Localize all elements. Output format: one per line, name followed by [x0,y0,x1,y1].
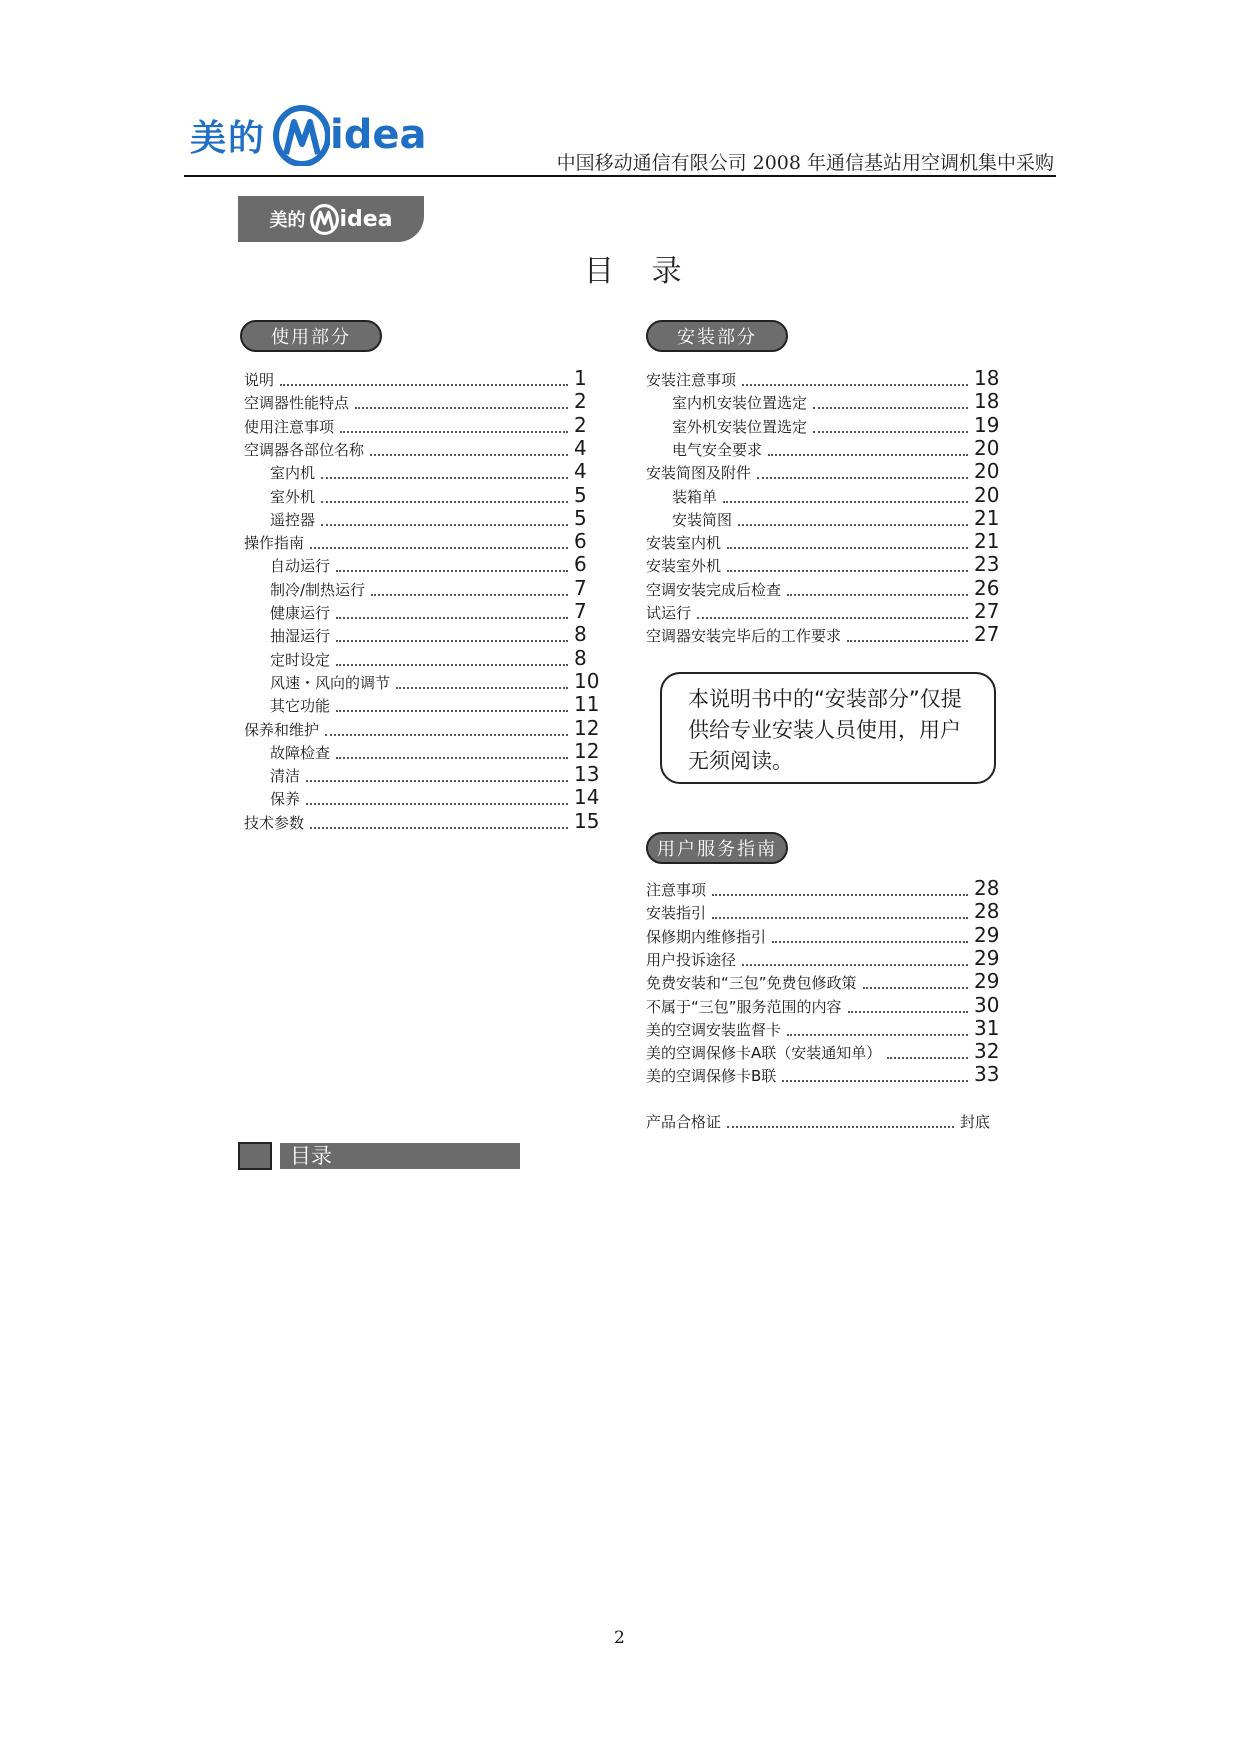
toc-leader-dots [772,941,968,943]
banner-logo-english-text: idea [339,206,393,232]
toc-item-label: 室内机安装位置选定 [672,394,808,413]
toc-item-page: 33 [974,1062,1000,1087]
toc-item-label: 美的空调安装监督卡 [646,1020,782,1039]
header-divider [184,175,1056,177]
toc-item-page: 20 [974,459,1000,484]
toc-leader-dots [336,640,568,642]
toc-row[interactable] [244,531,614,553]
toc-leader-dots [370,454,568,456]
toc-item-label: 美的空调保修卡B联 [646,1067,777,1086]
toc-row[interactable] [244,412,614,437]
toc-row[interactable] [244,715,614,740]
toc-leader-dots [723,501,968,503]
midea-m-swoosh-icon [272,104,330,166]
toc-item-label: 试运行 [646,604,692,622]
toc-item-page: 29 [974,922,1000,947]
toc-leader-dots [863,987,968,989]
toc-row[interactable] [270,738,614,763]
toc-leader-dots [321,477,568,479]
toc-item-label: 空调器性能特点 [244,394,350,413]
toc-item-label: 遥控器 [270,510,316,529]
toc-row[interactable] [270,645,614,670]
toc-item-label: 安装简图及附件 [646,464,752,483]
toc-item-page: 14 [574,785,600,810]
toc-row[interactable] [270,601,614,623]
toc-row[interactable] [646,368,1014,390]
toc-item-label: 操作指南 [244,534,305,553]
toc-row[interactable] [270,554,614,576]
toc-leader-dots [787,1034,968,1036]
toc-item-label: 空调器各部位名称 [244,440,365,459]
toc-leader-dots [742,964,968,966]
logo-english [272,104,426,166]
toc-item-label: 美的空调保修卡A联（安装通知单） [646,1044,882,1063]
toc-item-page: 8 [574,622,587,647]
footer-tab-marker [238,1142,272,1170]
toc-row[interactable] [646,922,1014,947]
toc-item-label: 室外机 [270,487,316,506]
toc-item-label: 室内机 [270,464,316,483]
toc-item-label: 风速・风向的调节 [270,673,391,692]
toc-leader-dots [336,710,568,712]
toc-item-page: 6 [574,529,587,554]
toc-leader-dots [768,454,968,456]
toc-item-page: 28 [974,876,1000,900]
toc-item-page: 2 [574,412,587,437]
toc-item-page: 15 [574,808,600,833]
toc-leader-dots [306,803,568,805]
toc-item-label: 产品合格证 [646,1113,722,1131]
toc-item-label: 注意事项 [646,881,707,899]
toc-row[interactable] [672,391,1014,413]
toc-item-page: 7 [574,599,587,623]
toc-item-page: 21 [974,505,1000,530]
toc-item-label: 其它功能 [270,697,331,716]
toc-row[interactable] [646,992,1014,1017]
toc-leader-dots [336,757,568,759]
toc-row[interactable] [646,878,1014,900]
page-title: 目 录 [584,254,696,289]
toc-leader-dots [887,1057,968,1059]
toc-item-label: 制冷/制热运行 [270,580,366,599]
toc-row[interactable] [672,435,1014,460]
toc-row[interactable] [646,575,1014,600]
toc-row[interactable] [270,624,614,646]
toc-item-label: 保修期内维修指引 [646,927,767,946]
toc-item-label: 电气安全要求 [672,440,763,459]
toc-item-label: 抽湿运行 [270,627,331,646]
toc-item-page: 11 [574,692,600,717]
logo-english-text: idea [330,112,427,158]
toc-leader-dots [336,664,568,666]
toc-item-label: 安装室内机 [646,534,722,553]
toc-leader-dots [336,617,568,619]
toc-row[interactable] [646,531,1014,553]
toc-row[interactable] [270,668,614,693]
toc-leader-dots [310,827,568,829]
toc-row[interactable] [646,554,1014,576]
toc-item-page: 12 [574,738,600,763]
toc-row[interactable] [270,694,614,716]
toc-leader-dots [340,431,568,433]
toc-item-label: 故障检查 [270,743,331,762]
toc-row[interactable] [646,945,1014,970]
toc-item-label: 清洁 [270,767,301,786]
toc-item-label: 自动运行 [270,557,331,576]
toc-leader-dots [306,780,568,782]
toc-certificate-row[interactable] [646,1110,990,1132]
toc-item-label: 使用注意事项 [244,417,335,436]
page-number: 2 [614,1628,625,1648]
toc-item-label: 室外机安装位置选定 [672,417,808,436]
toc-leader-dots [712,917,968,919]
toc-leader-dots [396,687,568,689]
toc-item-page: 8 [574,645,587,670]
toc-leader-dots [847,640,968,642]
toc-row[interactable] [270,505,614,530]
toc-row[interactable] [270,461,614,483]
toc-item-page: 4 [574,459,587,484]
toc-leader-dots [355,407,568,409]
toc-leader-dots [712,894,968,896]
footer-section-label: 目录 [280,1143,520,1169]
toc-leader-dots [813,431,968,433]
toc-leader-dots [738,524,968,526]
toc-item-label: 免费安装和“三包”免费包修政策 [646,974,857,993]
banner-logo-english [309,203,392,235]
toc-leader-dots [325,734,568,736]
toc-row[interactable] [244,435,614,460]
toc-item-page: 20 [974,482,1000,507]
toc-item-label: 安装室外机 [646,557,722,576]
toc-row[interactable] [270,482,614,507]
toc-item-page: 27 [974,622,1000,647]
toc-leader-dots [782,1080,968,1082]
toc-item-page: 5 [574,505,587,530]
logo-chinese: 美的 [190,117,267,159]
toc-leader-dots [727,570,968,572]
toc-item-label: 安装简图 [672,510,733,529]
section-service-heading: 用户服务指南 [646,832,788,864]
toc-item-page: 29 [974,945,1000,970]
toc-item-page: 封底 [959,1113,990,1131]
toc-row[interactable] [672,412,1014,437]
toc-item-label: 定时设定 [270,650,331,669]
toc-row[interactable] [646,1015,1014,1040]
toc-item-page: 20 [974,435,1000,460]
toc-item-label: 装箱单 [672,487,718,506]
toc-item-label: 不属于“三包”服务范围的内容 [646,997,842,1016]
toc-row[interactable] [646,1041,1014,1063]
toc-item-page: 19 [974,412,1000,437]
toc-leader-dots [727,547,968,549]
toc-item-label: 保养 [270,790,301,809]
toc-row[interactable] [646,901,1014,923]
toc-item-page: 21 [974,529,1000,554]
toc-leader-dots [697,617,968,619]
toc-item-label: 健康运行 [270,604,331,622]
toc-row[interactable] [672,482,1014,507]
toc-item-page: 6 [574,552,587,577]
header-title: 中国移动通信有限公司 2008 年通信基站用空调机集中采购 [556,152,1054,174]
toc-item-page: 4 [574,435,587,460]
toc-item-page: 32 [974,1039,1000,1064]
toc-row[interactable] [244,391,614,413]
toc-leader-dots [727,1126,954,1128]
toc-row[interactable] [646,601,1014,623]
toc-row[interactable] [646,461,1014,483]
toc-item-page: 30 [974,992,1000,1017]
toc-row[interactable] [672,505,1014,530]
toc-item-page: 27 [974,599,1000,623]
toc-item-page: 31 [974,1015,1000,1040]
toc-leader-dots [321,501,568,503]
toc-item-label: 安装注意事项 [646,371,737,389]
toc-row[interactable] [270,764,614,786]
toc-item-page: 26 [974,575,1000,600]
toc-item-page: 18 [974,366,1000,390]
toc-leader-dots [787,594,968,596]
toc-item-label: 空调安装完成后检查 [646,580,782,599]
toc-item-page: 13 [574,762,600,787]
toc-leader-dots [757,477,968,479]
banner-m-swoosh-icon [309,203,339,235]
toc-item-page: 23 [974,552,1000,577]
toc-item-page: 18 [974,389,1000,414]
toc-item-page: 12 [574,715,600,740]
toc-leader-dots [742,384,968,386]
toc-row[interactable] [244,368,614,390]
toc-item-label: 说明 [244,371,275,389]
toc-leader-dots [848,1011,968,1013]
toc-item-page: 29 [974,969,1000,994]
toc-item-page: 7 [574,575,587,600]
toc-item-label: 安装指引 [646,904,707,923]
toc-row[interactable] [646,624,1014,646]
toc-item-label: 空调器安装完毕后的工作要求 [646,627,842,646]
midea-logo [190,100,426,170]
toc-item-label: 用户投诉途径 [646,950,737,969]
toc-leader-dots [336,570,568,572]
toc-row[interactable] [270,575,614,600]
toc-row[interactable] [270,787,614,809]
toc-item-page: 5 [574,482,587,507]
toc-leader-dots [321,524,568,526]
toc-item-page: 28 [974,899,1000,924]
toc-leader-dots [813,407,968,409]
logo-banner [238,196,424,242]
toc-leader-dots [280,384,568,386]
section-install-heading: 安装部分 [646,320,788,352]
toc-leader-dots [371,594,568,596]
toc-item-label: 保养和维护 [244,720,320,739]
toc-leader-dots [310,547,568,549]
toc-row[interactable] [646,971,1014,993]
toc-row[interactable] [646,1064,1014,1086]
toc-item-page: 1 [574,366,587,390]
toc-item-label: 技术参数 [244,813,305,832]
section-use-heading: 使用部分 [240,320,382,352]
toc-item-page: 10 [574,668,600,693]
install-note-box: 本说明书中的“安装部分”仅提供给专业安装人员使用，用户无须阅读。 [660,672,996,784]
banner-logo-chinese: 美的 [269,210,306,231]
toc-row[interactable] [244,808,614,833]
toc-item-page: 2 [574,389,587,414]
